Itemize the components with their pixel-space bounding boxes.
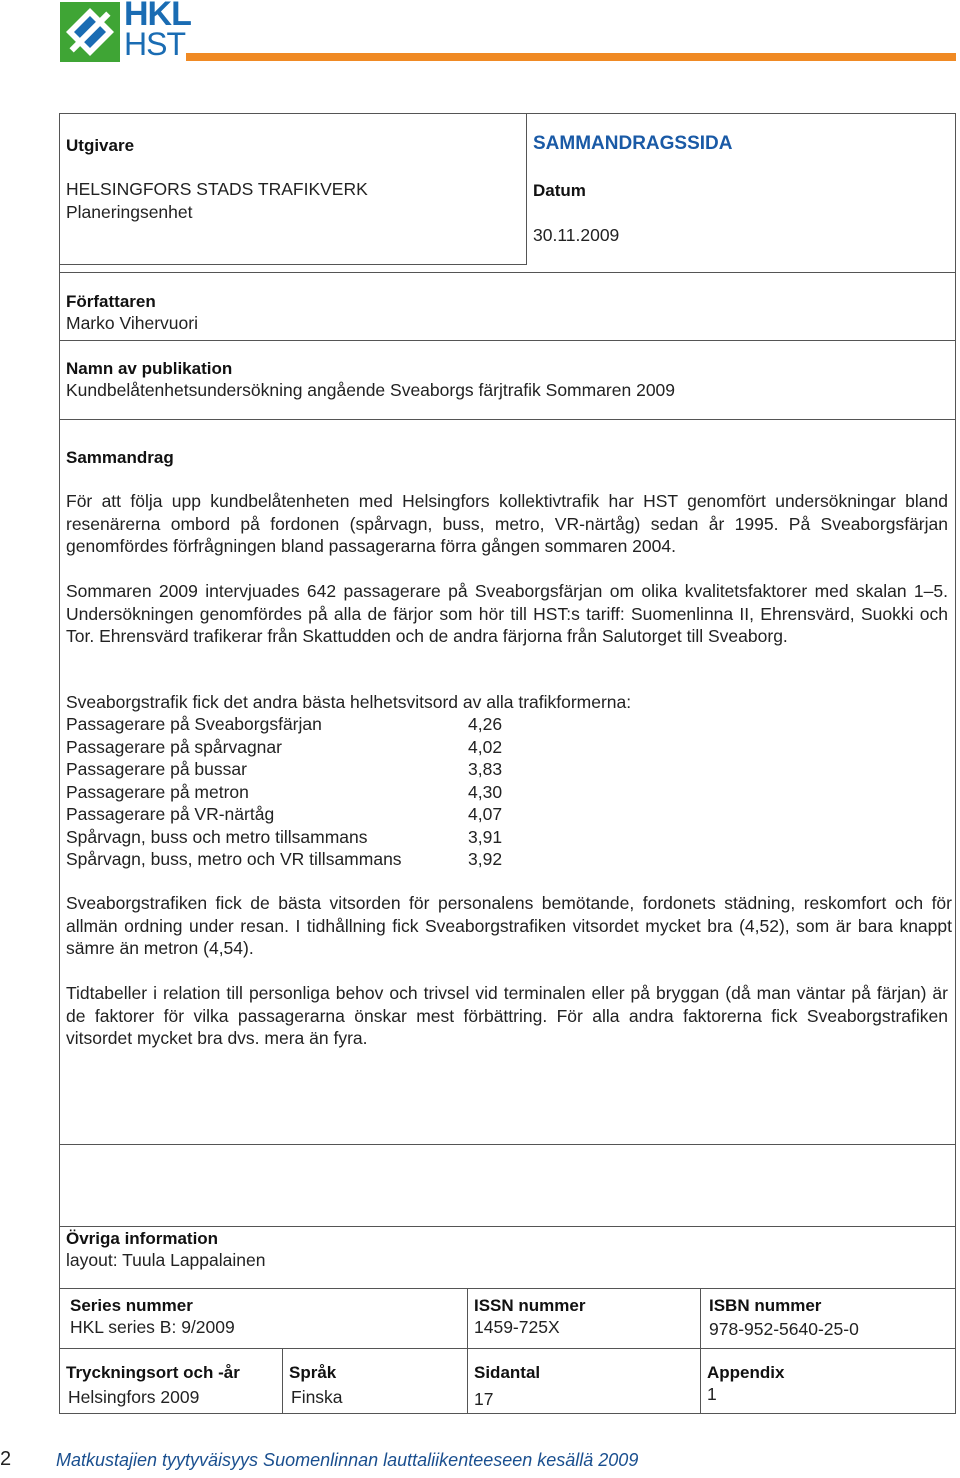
author-label: Författaren	[66, 292, 156, 311]
divider	[955, 113, 956, 1414]
rating-value: 4,30	[468, 781, 503, 802]
appendix-value: 1	[707, 1384, 717, 1404]
isbn-value: 978-952-5640-25-0	[709, 1319, 859, 1339]
hkl-logo-icon	[60, 2, 120, 62]
printing-value: Helsingfors 2009	[68, 1387, 200, 1407]
rating-row	[66, 803, 516, 826]
rating-value: 3,83	[468, 759, 503, 779]
publisher-unit: Planeringsenhet	[66, 202, 193, 222]
date-value: 30.11.2009	[533, 225, 620, 245]
divider	[59, 113, 956, 114]
author-name: Marko Vihervuori	[66, 313, 198, 333]
footer-title: Matkustajien tyytyväisyys Suomenlinnan lauttaliikenteeseen kesällä 2009	[56, 1450, 639, 1470]
page-number: 2	[0, 1448, 12, 1470]
summary-paragraph-4: Tidtabeller i relation till personliga behov och trivsel vid terminalen eller på bryggan (då man väntar på färjan) är de faktorer för vilka passagerarna önskar mest förbättring. För alla andra faktorerna fick Sveaborgstrafiken vitsordet mycket bra dvs. mera än fyra.	[66, 983, 948, 1048]
rating-value: 3,91	[468, 826, 503, 847]
issn-value: 1459-725X	[474, 1317, 560, 1337]
rating-row	[66, 758, 516, 781]
divider	[282, 1348, 283, 1413]
rating-row	[66, 848, 516, 871]
publication-label: Namn av publikation	[66, 359, 233, 378]
divider	[59, 1288, 956, 1289]
printing-label: Tryckningsort och -år	[66, 1363, 240, 1382]
divider	[467, 1288, 468, 1413]
appendix-label: Appendix	[707, 1363, 785, 1382]
rating-row	[66, 826, 516, 849]
summary-page-title: SAMMANDRAGSSIDA	[533, 133, 733, 154]
rating-value: 4,02	[468, 736, 503, 757]
other-info-label: Övriga information	[66, 1229, 219, 1248]
rating-label: Passagerare på VR-närtåg	[66, 804, 275, 824]
other-info-value: layout: Tuula Lappalainen	[66, 1250, 266, 1270]
rating-value: 4,26	[468, 714, 503, 734]
logo-orange-bar	[186, 53, 956, 61]
language-label: Språk	[289, 1363, 337, 1382]
divider	[526, 113, 527, 264]
rating-row	[66, 713, 516, 736]
divider	[59, 1413, 956, 1414]
divider	[59, 419, 956, 420]
date-label: Datum	[533, 181, 586, 200]
logo-text-hkl: HKL	[124, 0, 191, 33]
divider	[59, 1348, 956, 1349]
divider	[59, 1144, 956, 1145]
rating-label: Passagerare på metron	[66, 781, 249, 802]
rating-value: 4,07	[468, 804, 503, 824]
series-value: HKL series B: 9/2009	[70, 1317, 235, 1337]
summary-paragraph-2: Sommaren 2009 intervjuades 642 passagerare på Sveaborgsfärjan om olika kvalitetsfaktorer med skalan 1–5. Undersökningen genomfördes på alla de färjor som hör till HST:s tariff: Suomenlinna II, Ehrensvärd, Suokki och Tor. Ehrensvärd trafikerar från Skattudden och de andra färjorna från Salutorget till Sveaborg.	[66, 581, 948, 646]
ratings-list	[66, 713, 516, 871]
publication-name: Kundbelåtenhetsundersökning angående Sveaborgs färjtrafik Sommaren 2009	[66, 380, 676, 400]
divider	[59, 340, 956, 341]
isbn-label: ISBN nummer	[709, 1296, 822, 1315]
rating-value: 3,92	[468, 849, 503, 869]
summary-paragraph-3: Sveaborgstrafiken fick de bästa vitsorden för personalens bemötande, fordonets städning, reskomfort och för allmän ordning under resan. I tidhållning fick Sveaborgstrafiken vitsordet mycket bra (4,52), som är bara knappt sämre än metron (4,54).	[66, 893, 952, 958]
ratings-intro: Sveaborgstrafik fick det andra bästa helhetsvitsord av alla trafikformerna:	[66, 692, 632, 712]
divider	[59, 264, 527, 265]
divider	[59, 272, 956, 273]
summary-label: Sammandrag	[66, 448, 174, 467]
divider	[59, 1226, 956, 1227]
rating-label: Passagerare på spårvagnar	[66, 736, 282, 757]
publisher-name: HELSINGFORS STADS TRAFIKVERK	[66, 179, 368, 199]
language-value: Finska	[291, 1387, 343, 1407]
series-label: Series nummer	[70, 1296, 193, 1315]
divider	[700, 1288, 701, 1413]
rating-label: Passagerare på bussar	[66, 759, 247, 779]
divider	[59, 113, 60, 1414]
rating-label: Spårvagn, buss och metro tillsammans	[66, 826, 368, 847]
pages-value: 17	[474, 1389, 494, 1409]
publisher-label: Utgivare	[66, 136, 135, 155]
rating-label: Spårvagn, buss, metro och VR tillsammans	[66, 849, 402, 869]
pages-label: Sidantal	[474, 1363, 541, 1382]
logo-text-hst: HST	[124, 26, 185, 62]
rating-row	[66, 781, 516, 804]
issn-label: ISSN nummer	[474, 1296, 586, 1315]
summary-paragraph-1: För att följa upp kundbelåtenheten med Helsingfors kollektivtrafik har HST genomfört undersökningar bland resenärerna ombord på fordonen (spårvagn, buss, metro, VR-närtåg) sedan år 1995. På Sveaborgsfärjan genomfördes förfrågningen bland passagerarna förra gången sommaren 2004.	[66, 491, 948, 556]
rating-label: Passagerare på Sveaborgsfärjan	[66, 714, 322, 734]
rating-row	[66, 736, 516, 759]
